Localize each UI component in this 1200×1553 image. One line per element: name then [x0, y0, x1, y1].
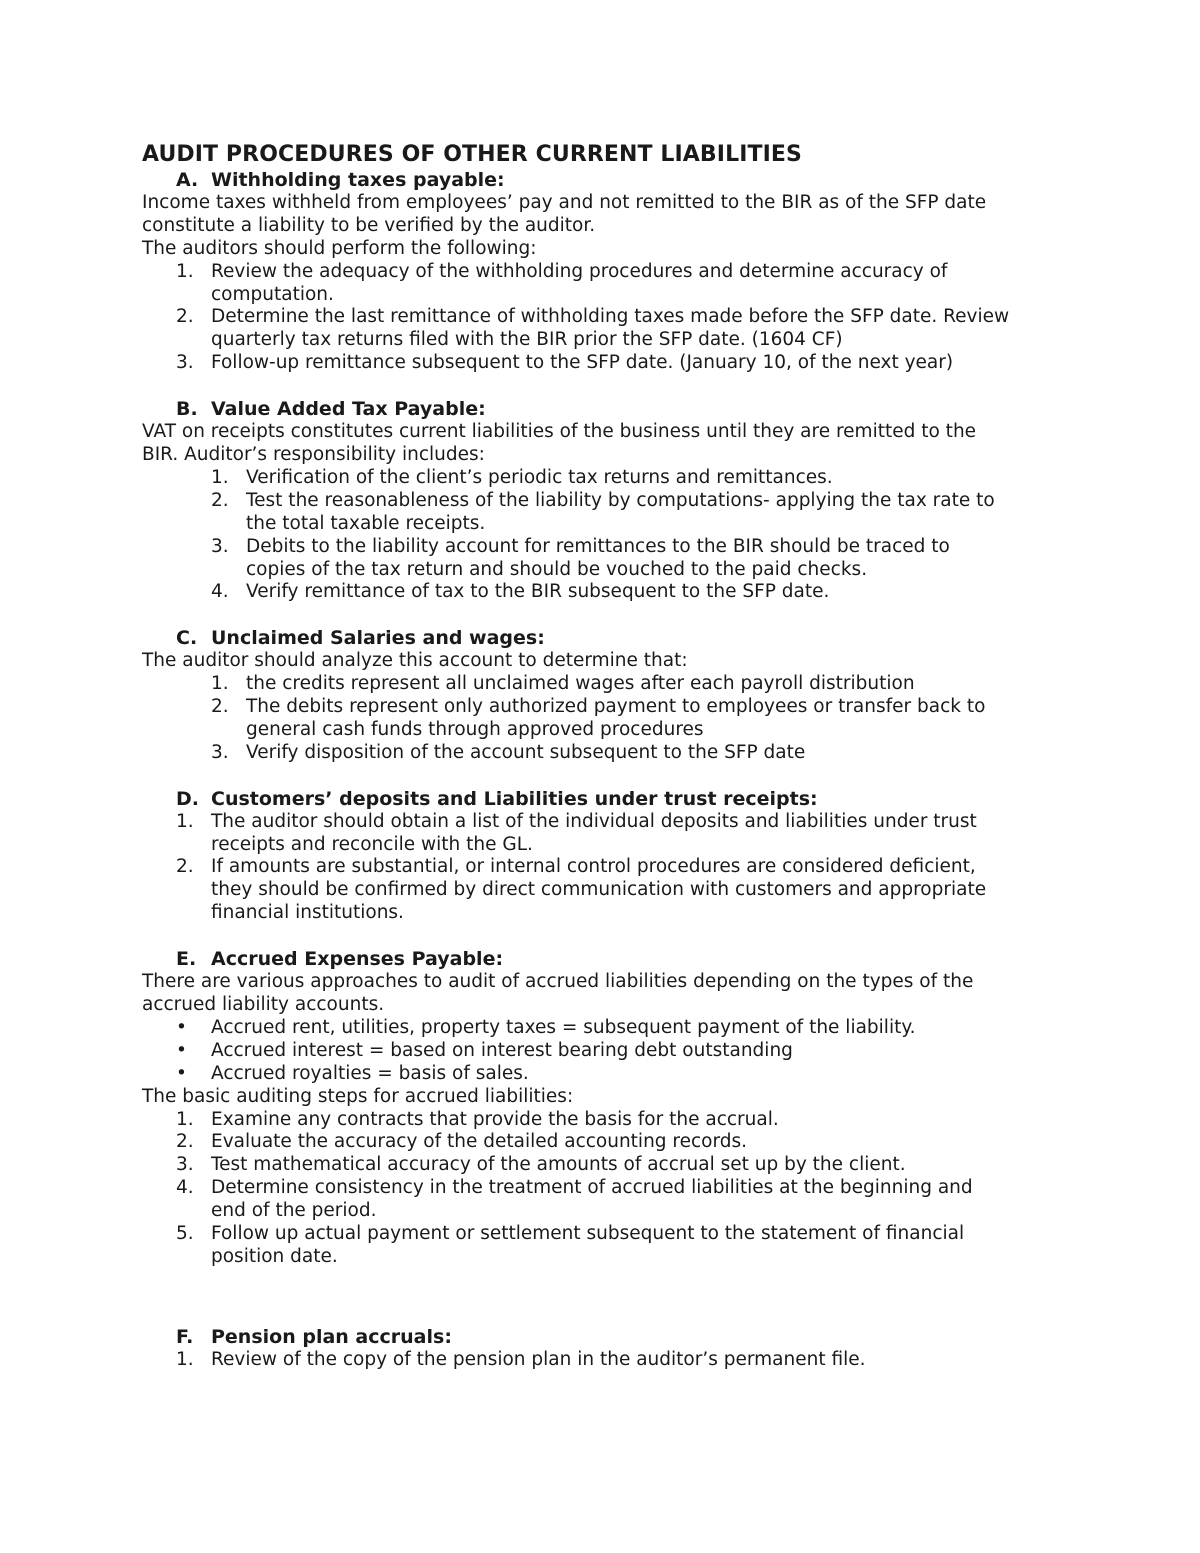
- section-title: Customers’ deposits and Liabilities under trust receipts:: [211, 787, 818, 810]
- list-text: the credits represent all unclaimed wages after each payroll distribution: [246, 673, 915, 695]
- list-text: financial institutions.: [211, 902, 404, 924]
- list-number: 1.: [176, 1108, 194, 1130]
- paragraph-line: BIR. Auditor’s responsibility includes:: [142, 443, 485, 465]
- section-e-heading: [176, 948, 1070, 971]
- list-number: 1.: [176, 1348, 194, 1370]
- list-text: general cash funds through approved procedures: [246, 718, 704, 740]
- section-marker: A.: [176, 169, 199, 191]
- list-item: [211, 581, 1070, 604]
- list-text: The auditor should obtain a list of the individual deposits and liabilities under trust: [211, 810, 977, 832]
- list-item: [211, 536, 1070, 582]
- list-text: Examine any contracts that provide the basis for the accrual.: [211, 1108, 779, 1130]
- list-item: [176, 1109, 1070, 1132]
- section-b-heading: [176, 398, 1070, 421]
- bullet-item: [142, 1063, 1070, 1086]
- list-text: Test the reasonableness of the liability by computations- applying the tax rate to: [246, 489, 995, 511]
- paragraph-line: The auditor should analyze this account to determine that:: [142, 650, 688, 672]
- bullet-text: Accrued rent, utilities, property taxes = subsequent payment of the liability.: [211, 1016, 916, 1038]
- list-text: end of the period.: [211, 1200, 377, 1222]
- list-number: 4.: [211, 581, 229, 603]
- bullet-text: Accrued royalties = basis of sales.: [211, 1062, 529, 1084]
- section-title: Unclaimed Salaries and wages:: [211, 627, 545, 650]
- list-number: 2.: [176, 1131, 194, 1153]
- list-text: quarterly tax returns filed with the BIR prior the SFP date. (1604 CF): [211, 329, 843, 351]
- list-text: Debits to the liability account for remittances to the BIR should be traced to: [246, 535, 950, 557]
- list-number: 1.: [176, 810, 194, 832]
- list-text: copies of the tax return and should be vouched to the paid checks.: [246, 558, 868, 580]
- list-item: [176, 1177, 1070, 1223]
- paragraph-line: There are various approaches to audit of accrued liabilities depending on the types of the: [142, 971, 974, 993]
- list-text: Follow up actual payment or settlement subsequent to the statement of financial: [211, 1223, 965, 1245]
- list-item: [211, 696, 1070, 742]
- section-marker: E.: [176, 948, 197, 971]
- list-text: Follow-up remittance subsequent to the SFP date. (January 10, of the next year): [211, 352, 954, 374]
- list-number: 3.: [211, 741, 229, 763]
- list-text: Verify disposition of the account subsequent to the SFP date: [246, 741, 806, 763]
- list-number: 2.: [211, 489, 229, 511]
- list-number: 4.: [176, 1177, 194, 1199]
- section-marker: D.: [176, 787, 199, 810]
- list-text: Evaluate the accuracy of the detailed accounting records.: [211, 1131, 748, 1153]
- paragraph-line: The auditors should perform the following:: [142, 237, 537, 259]
- list-text: the total taxable receipts.: [246, 512, 486, 534]
- bullet-text: Accrued interest = based on interest bearing debt outstanding: [211, 1039, 793, 1061]
- list-text: The debits represent only authorized payment to employees or transfer back to: [246, 696, 986, 718]
- list-number: 3.: [176, 352, 194, 374]
- section-title: Value Added Tax Payable:: [211, 398, 486, 421]
- list-number: 2.: [176, 856, 194, 878]
- paragraph-line: constitute a liability to be verified by the auditor.: [142, 214, 596, 236]
- list-number: 5.: [176, 1223, 194, 1245]
- list-item: [176, 261, 1070, 307]
- list-number: 1.: [211, 466, 229, 488]
- bullet-icon: •: [176, 1016, 187, 1038]
- list-text: Determine the last remittance of withholding taxes made before the SFP date. Review: [211, 306, 1010, 328]
- list-text: Verification of the client’s periodic tax returns and remittances.: [246, 466, 833, 488]
- list-item: [176, 306, 1070, 352]
- section-title: Withholding taxes payable:: [211, 169, 505, 191]
- section-marker: C.: [176, 627, 198, 650]
- bullet-item: [142, 1017, 1070, 1040]
- section-marker: F.: [176, 1325, 194, 1348]
- list-number: 2.: [176, 306, 194, 328]
- section-title: Accrued Expenses Payable:: [211, 948, 504, 971]
- section-c-heading: [176, 627, 1070, 650]
- list-number: 3.: [176, 1154, 194, 1176]
- list-item: [176, 1349, 1070, 1372]
- list-item: [176, 352, 1070, 375]
- list-number: 1.: [211, 673, 229, 695]
- list-text: Verify remittance of tax to the BIR subsequent to the SFP date.: [246, 581, 830, 603]
- list-item: [176, 1131, 1070, 1154]
- list-text: they should be confirmed by direct communication with customers and appropriate: [211, 879, 987, 901]
- section-d-heading: [176, 788, 1070, 811]
- list-number: 1.: [176, 260, 194, 282]
- list-text: receipts and reconcile with the GL.: [211, 833, 533, 855]
- list-text: computation.: [211, 283, 334, 305]
- list-text: Test mathematical accuracy of the amounts of accrual set up by the client.: [211, 1154, 906, 1176]
- paragraph-line: The basic auditing steps for accrued liabilities:: [142, 1085, 574, 1107]
- list-text: Determine consistency in the treatment of accrued liabilities at the beginning and: [211, 1177, 973, 1199]
- list-text: position date.: [211, 1245, 338, 1267]
- list-item: [176, 811, 1070, 857]
- list-number: 3.: [211, 535, 229, 557]
- list-item: [211, 490, 1070, 536]
- document-title: AUDIT PROCEDURES OF OTHER CURRENT LIABILITIES: [142, 142, 802, 167]
- list-text: Review the adequacy of the withholding procedures and determine accuracy of: [211, 260, 948, 282]
- list-text: If amounts are substantial, or internal control procedures are considered deficient,: [211, 856, 976, 878]
- list-item: [211, 742, 1070, 765]
- section-f-heading: [176, 1326, 1070, 1349]
- list-text: Review of the copy of the pension plan in the auditor’s permanent file.: [211, 1348, 866, 1370]
- bullet-item: [142, 1040, 1070, 1063]
- list-item: [211, 673, 1070, 696]
- paragraph-line: VAT on receipts constitutes current liabilities of the business until they are remitted to the: [142, 421, 977, 443]
- section-marker: B.: [176, 398, 198, 421]
- section-title: Pension plan accruals:: [211, 1325, 452, 1348]
- section-a-heading: [176, 169, 1070, 192]
- list-number: 2.: [211, 696, 229, 718]
- list-item: [176, 1154, 1070, 1177]
- bullet-icon: •: [176, 1039, 187, 1061]
- paragraph-line: accrued liability accounts.: [142, 994, 385, 1015]
- list-item: [176, 856, 1070, 925]
- paragraph-line: Income taxes withheld from employees’ pay and not remitted to the BIR as of the SFP date: [142, 191, 987, 213]
- bullet-icon: •: [176, 1062, 187, 1084]
- list-item: [211, 467, 1070, 490]
- list-item: [176, 1223, 1070, 1269]
